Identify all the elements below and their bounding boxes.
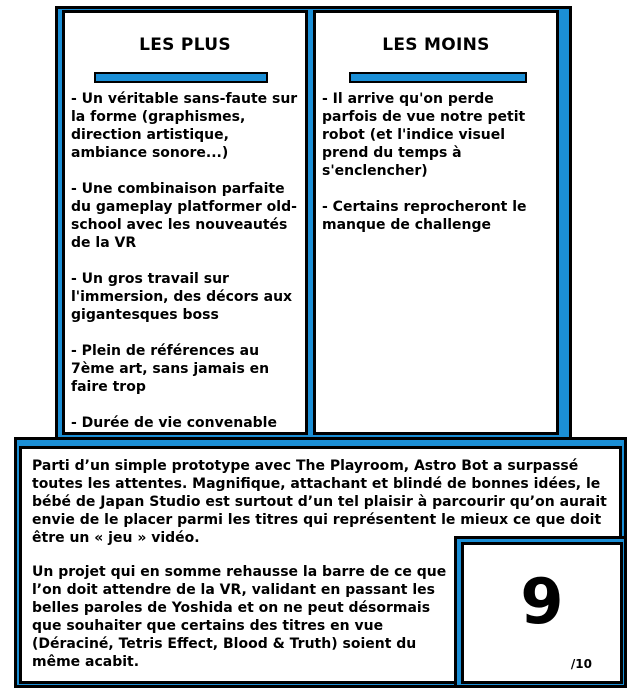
pros-item: - Un gros travail sur l'immersion, des décors aux gigantesques boss bbox=[71, 271, 293, 323]
pros-item: - Un véritable sans-faute sur la forme (graphismes, direction artistique, ambiance sonore...) bbox=[71, 91, 298, 161]
pros-title-underline bbox=[94, 72, 268, 83]
cons-title-underline bbox=[349, 72, 527, 83]
cons-list bbox=[322, 90, 552, 252]
verdict-paragraph: Parti d’un simple prototype avec The Playroom, Astro Bot a surpassé toutes les attentes. Magnifique, attachant et blindé de bonnes idées, le bébé de Japan Studio est surtout d’un tel plaisir à parcourir qu’on aurait envie de le placer parmi les titres qui représentent le mieux ce que doit être un « jeu » vidéo. bbox=[32, 458, 607, 546]
score-max: /10 bbox=[570, 657, 592, 671]
cons-column bbox=[313, 10, 559, 435]
pros-item: - Plein de références au 7ème art, sans jamais en faire trop bbox=[71, 343, 270, 395]
pros-column bbox=[62, 10, 308, 435]
verdict-paragraph: Un projet qui en somme rehausse la barre de ce que l’on doit attendre de la VR, validant en passant les belles paroles de Yoshida et on ne peut désormais que souhaiter que certains des titres en vue (Déraciné, Tetris Effect, Blood & Truth) soient du même acabit. bbox=[32, 564, 447, 670]
score-value: 9 bbox=[520, 565, 564, 638]
cons-title: LES MOINS bbox=[382, 35, 490, 55]
cons-item: - Certains reprocheront le manque de challenge bbox=[322, 199, 527, 233]
pros-list bbox=[71, 90, 301, 450]
pros-item: - Durée de vie convenable bbox=[71, 415, 277, 431]
score-panel bbox=[461, 542, 623, 684]
pros-title: LES PLUS bbox=[139, 35, 231, 55]
pros-item: - Une combinaison parfaite du gameplay platformer old-school avec les nouveautés de la VR bbox=[71, 181, 297, 251]
cons-item: - Il arrive qu'on perde parfois de vue notre petit robot (et l'indice visuel prend du temps à s'enclencher) bbox=[322, 91, 526, 179]
